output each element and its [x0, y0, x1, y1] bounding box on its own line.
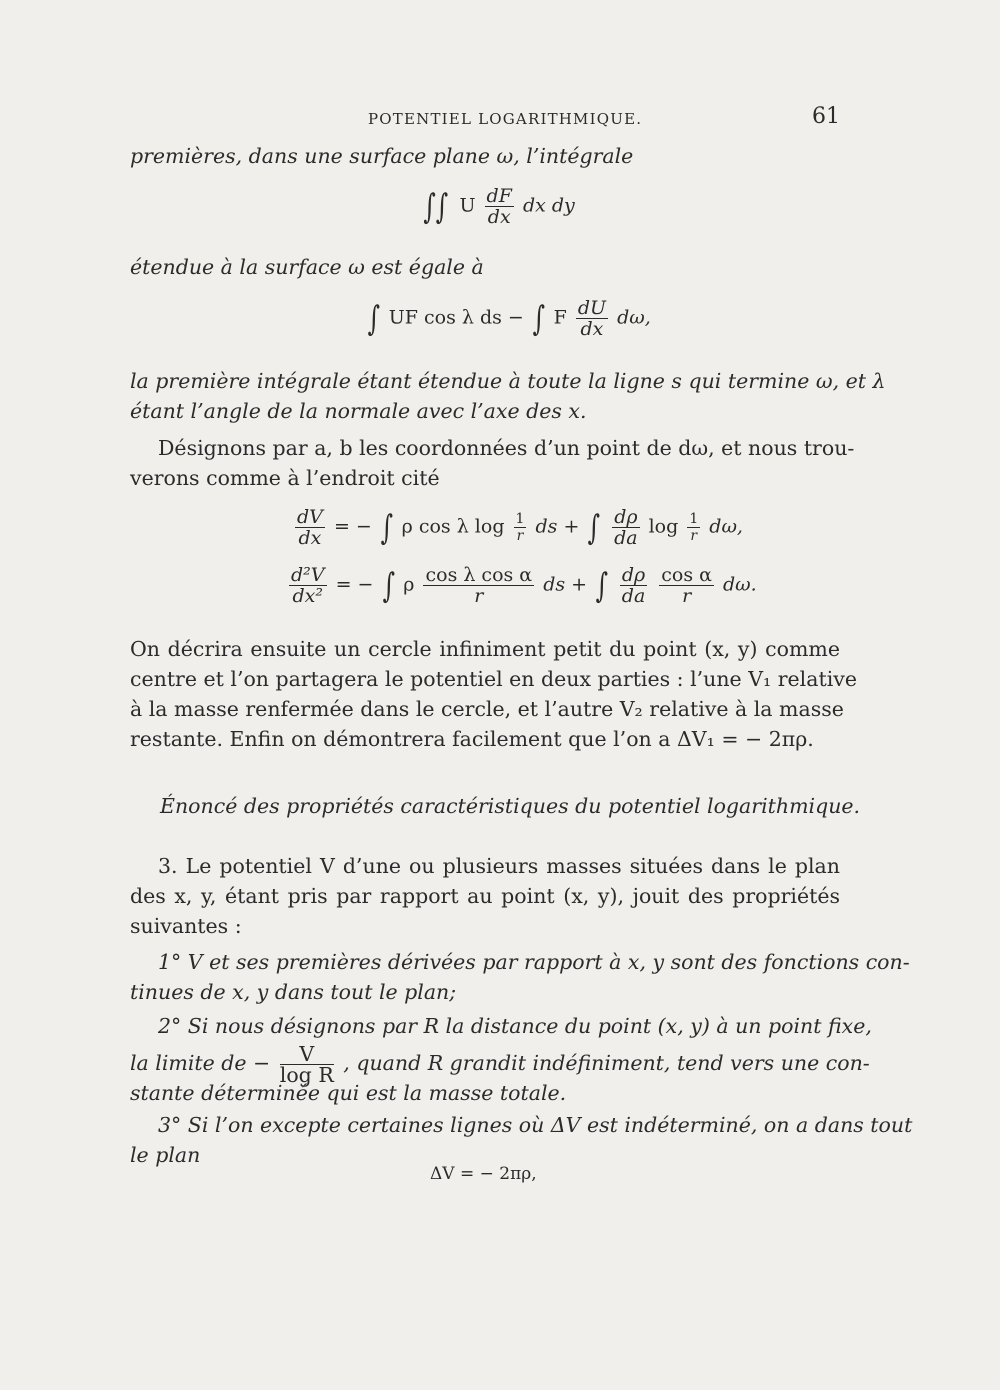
fraction-numerator: 1: [689, 511, 699, 527]
fraction-numerator: dρ: [614, 506, 638, 528]
text-line: 3. Le potentiel V d’une ou plusieurs masses situées dans le plan: [158, 854, 840, 878]
equation-double-integral: [418, 186, 575, 227]
fraction-denominator: r: [516, 528, 524, 544]
fraction-numerator: dU: [577, 297, 607, 319]
section-heading: Énoncé des propriétés caractéristiques du potentiel logarithmique.: [160, 794, 861, 818]
running-title: POTENTIEL LOGARITHMIQUE.: [368, 110, 643, 128]
text-line: à la masse renfermée dans le cercle, et l’autre V₂ relative à la masse: [130, 697, 844, 721]
eq-term: ρ cos λ log: [401, 515, 505, 538]
running-header: [130, 104, 840, 138]
integral-sign: ∫: [588, 507, 601, 548]
text-line: tinues de x, y dans tout le plan;: [130, 980, 457, 1004]
equation-second-derivative: [286, 565, 757, 606]
fraction-denominator: dx: [298, 527, 322, 549]
fraction: [687, 511, 700, 544]
integral-sign: ∫: [382, 565, 395, 606]
integral-sign: ∫∫: [423, 186, 449, 227]
text-line: Désignons par a, b les coordonnées d’un point de dω, et nous trou-: [158, 436, 855, 460]
integral-sign: ∫: [380, 507, 393, 548]
integral-sign: ∫: [595, 565, 609, 606]
fraction: [659, 565, 714, 606]
fraction-numerator: 1: [515, 511, 525, 527]
eq-term: U: [459, 194, 476, 217]
page-number: 61: [812, 104, 840, 129]
fraction-numerator: dF: [486, 185, 512, 207]
eq-term: dω.: [723, 573, 757, 596]
eq-term: dω,: [617, 306, 651, 329]
fraction-denominator: log R: [279, 1063, 334, 1087]
eq-term: = −: [333, 515, 372, 538]
fraction: [485, 186, 514, 227]
eq-term: dω,: [709, 515, 743, 538]
integral-sign: ∫: [532, 298, 545, 339]
fraction: [289, 565, 327, 606]
text-line: verons comme à l’endroit cité: [130, 466, 440, 490]
eq-term: UF cos λ ds −: [388, 306, 524, 329]
fraction-numerator: d²V: [291, 564, 325, 586]
text-line: 3° Si l’on excepte certaines lignes où ΔV est indéterminé, on a dans tout: [158, 1113, 913, 1137]
fraction-denominator: r: [474, 585, 484, 607]
text-line: centre et l’on partagera le potentiel en deux parties : l’une V₁ relative: [130, 667, 857, 691]
eq-term: log: [648, 515, 679, 538]
text-line: restante. Enfin on démontrera facilement que l’on a ΔV₁ = − 2πρ.: [130, 727, 814, 751]
equation-laplacian: ΔV = − 2πρ,: [430, 1164, 537, 1184]
text-line: premières, dans une surface plane ω, l’intégrale: [130, 144, 634, 168]
fraction-denominator: r: [682, 585, 692, 607]
text-line: des x, y, étant pris par rapport au point (x, y), jouit des propriétés: [130, 884, 840, 908]
text-line: 1° V et ses premières dérivées par rapport à x, y sont des fonctions con-: [158, 950, 910, 974]
fraction-numerator: dρ: [621, 564, 646, 586]
fraction-numerator: dV: [297, 506, 323, 528]
fraction: [423, 565, 534, 606]
integral-sign: ∫: [367, 298, 381, 339]
fraction-denominator: dx²: [292, 585, 323, 607]
fraction: [576, 298, 608, 339]
text-fragment: , quand R grandit indéfiniment, tend vers une con-: [343, 1051, 870, 1075]
fraction-denominator: da: [614, 527, 638, 549]
fraction: [514, 511, 527, 544]
fraction-numerator: cos λ cos α: [425, 564, 533, 586]
equation-first-derivative: [292, 507, 743, 548]
text-line: On décrira ensuite un cercle infiniment petit du point (x, y) comme: [130, 637, 840, 661]
eq-term: = −: [335, 573, 374, 596]
text-line: 2° Si nous désignons par R la distance du point (x, y) à un point fixe,: [158, 1014, 872, 1038]
text-line: étendue à la surface ω est égale à: [130, 255, 484, 279]
eq-term: ρ: [403, 573, 415, 596]
eq-term: ds +: [535, 515, 580, 538]
equation-surface-integral: [365, 298, 651, 339]
fraction-denominator: r: [690, 528, 698, 544]
text-fragment: la limite de −: [130, 1051, 271, 1075]
fraction-numerator: V: [280, 1044, 334, 1065]
eq-term: ds +: [543, 573, 588, 596]
text-line: suivantes :: [130, 914, 242, 938]
fraction-denominator: da: [621, 585, 646, 607]
fraction-denominator: dx: [580, 318, 604, 340]
text-line: étant l’angle de la normale avec l’axe des x.: [130, 399, 587, 423]
eq-term: F: [553, 306, 567, 329]
text-line: la première intégrale étant étendue à toute la ligne s qui termine ω, et λ: [130, 369, 886, 393]
fraction-numerator: cos α: [661, 564, 712, 586]
fraction-denominator: dx: [487, 206, 511, 228]
text-line: le plan: [130, 1143, 201, 1167]
fraction: [295, 507, 325, 548]
text-line: stante déterminée qui est la masse totale.: [130, 1081, 567, 1105]
eq-term: dx dy: [522, 194, 575, 217]
fraction: [620, 565, 647, 606]
fraction: [612, 507, 639, 548]
